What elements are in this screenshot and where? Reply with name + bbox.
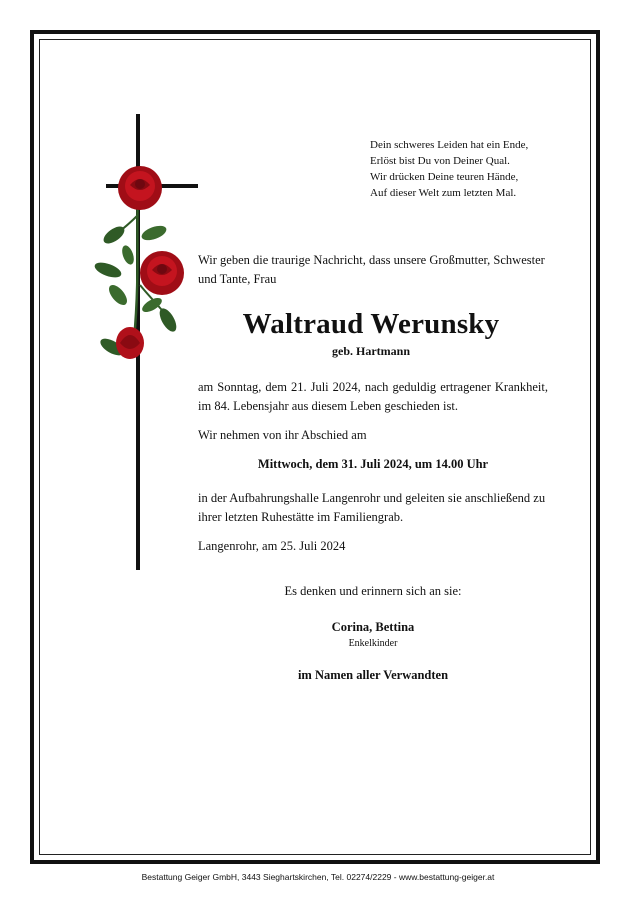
roses-icon bbox=[88, 155, 198, 370]
poem-line: Wir drücken Deine teuren Hände, bbox=[370, 171, 519, 183]
announcement-intro: Wir geben die traurige Nachricht, dass unsere Großmutter, Schwester und Tante, Frau bbox=[198, 253, 545, 286]
maiden-name: geb. Hartmann bbox=[332, 344, 410, 358]
poem-line: Erlöst bist Du von Deiner Qual. bbox=[370, 155, 510, 167]
mourners-names: Corina, Bettina bbox=[331, 620, 415, 634]
closing-text: Es denken und erinnern sich an sie: bbox=[284, 584, 462, 598]
poem-line: Auf dieser Welt zum letzten Mal. bbox=[370, 187, 517, 199]
deceased-name: Waltraud Werunsky bbox=[242, 308, 500, 340]
poem bbox=[370, 137, 528, 201]
death-paragraph: am Sonntag, dem 21. Juli 2024, nach geduldig ertragener Krankheit, im 84. Lebensjahr aus diesem Leben geschieden ist. bbox=[198, 380, 548, 413]
farewell-intro: Wir nehmen von ihr Abschied am bbox=[198, 428, 367, 442]
footer-funeral-home: Bestattung Geiger GmbH, 3443 Sieghartskirchen, Tel. 02274/2229 - www.bestattung-geiger.at bbox=[141, 872, 495, 882]
family-signoff: im Namen aller Verwandten bbox=[297, 668, 449, 682]
poem-line: Dein schweres Leiden hat ein Ende, bbox=[370, 139, 529, 151]
place-date: Langenrohr, am 25. Juli 2024 bbox=[198, 539, 346, 553]
mourners-relation: Enkelkinder bbox=[348, 638, 398, 649]
farewell-date: Mittwoch, dem 31. Juli 2024, um 14.00 Uhr bbox=[257, 457, 489, 471]
location-paragraph: in der Aufbahrungshalle Langenrohr und geleiten sie anschließend zu ihrer letzten Ruhestätte im Familiengrab. bbox=[198, 491, 546, 524]
